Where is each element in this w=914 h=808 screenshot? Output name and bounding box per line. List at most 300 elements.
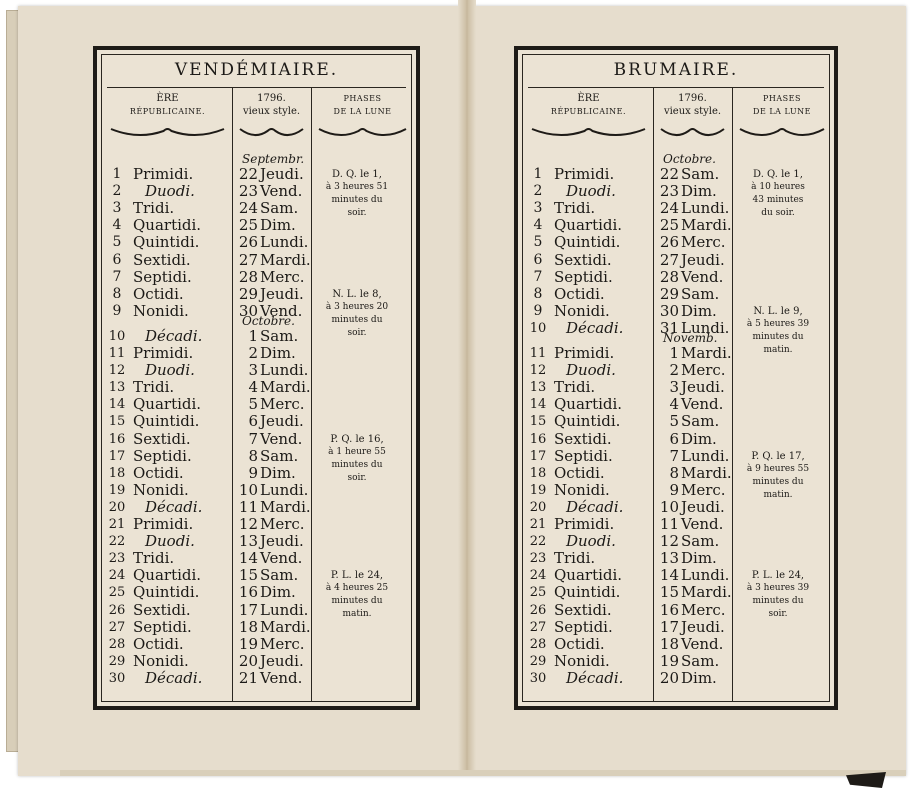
republican-day-name: Duodi. bbox=[566, 532, 616, 551]
day-number: 5 bbox=[533, 234, 543, 251]
republican-day-name: Septidi. bbox=[133, 617, 192, 636]
month-title: BRUMAIRE. bbox=[613, 60, 739, 80]
column-header-phases bbox=[311, 92, 414, 118]
republican-day-name: Nonidi. bbox=[554, 301, 610, 320]
old-style-weekday: Jeudi. bbox=[681, 617, 725, 636]
old-style-date: 7 bbox=[669, 446, 679, 465]
old-style-weekday: Vend. bbox=[260, 549, 303, 568]
old-style-date: 29 bbox=[659, 284, 679, 303]
calendar-row bbox=[97, 396, 311, 413]
old-style-weekday: Mardi. bbox=[681, 344, 732, 362]
old-style-date: 10 bbox=[659, 497, 679, 516]
old-style-date: 9 bbox=[669, 480, 679, 499]
old-style-date: 5 bbox=[669, 412, 679, 431]
old-style-weekday: Dim. bbox=[260, 583, 296, 602]
old-style-month-label: Novemb. bbox=[663, 331, 718, 345]
republican-day-name: Décadi. bbox=[566, 668, 624, 687]
republican-day-name: Nonidi. bbox=[133, 480, 189, 499]
republican-day-name: Duodi. bbox=[145, 532, 195, 551]
column-header-title: 1796. bbox=[257, 93, 286, 104]
old-style-weekday: Sam. bbox=[681, 651, 720, 670]
calendar-row bbox=[518, 533, 732, 550]
calendar-row bbox=[97, 619, 311, 636]
day-number: 1 bbox=[533, 166, 543, 182]
old-style-date: 19 bbox=[238, 634, 258, 653]
old-style-weekday: Lundi. bbox=[260, 233, 309, 252]
old-style-date: 25 bbox=[659, 216, 679, 235]
old-style-weekday: Sam. bbox=[260, 326, 299, 345]
moon-phase-line: soir. bbox=[347, 472, 367, 483]
old-style-weekday: Merc. bbox=[681, 480, 726, 499]
column-rule bbox=[311, 88, 312, 702]
calendar-row bbox=[97, 269, 311, 286]
calendar-row bbox=[97, 252, 311, 269]
republican-day-name: Quintidi. bbox=[554, 233, 621, 252]
day-number: 28 bbox=[108, 636, 126, 652]
day-number: 14 bbox=[529, 397, 547, 413]
page-bottom-edge bbox=[60, 770, 906, 776]
old-style-date: 14 bbox=[659, 566, 679, 585]
day-number: 17 bbox=[108, 448, 126, 464]
republican-day-name: Primidi. bbox=[133, 515, 194, 533]
calendar-row bbox=[518, 413, 732, 430]
calendar-row bbox=[518, 252, 732, 269]
republican-day-name: Octidi. bbox=[133, 463, 184, 482]
day-number: 8 bbox=[112, 285, 122, 302]
republican-day-name: Primidi. bbox=[133, 165, 194, 183]
calendar-row bbox=[518, 465, 732, 482]
day-number: 10 bbox=[529, 320, 547, 336]
old-style-weekday: Merc. bbox=[681, 600, 726, 619]
column-header-year bbox=[653, 92, 732, 118]
calendar-row bbox=[97, 431, 311, 448]
old-style-weekday: Lundi. bbox=[260, 600, 309, 619]
moon-phase-line: minutes du bbox=[752, 331, 804, 342]
old-style-weekday: Merc. bbox=[260, 395, 305, 414]
header-rule bbox=[528, 87, 824, 88]
old-style-weekday: Sam. bbox=[681, 532, 720, 551]
old-style-weekday: Sam. bbox=[681, 284, 720, 303]
old-style-date: 6 bbox=[669, 429, 679, 448]
old-style-date: 1 bbox=[248, 326, 258, 345]
day-number: 14 bbox=[108, 397, 126, 413]
old-style-weekday: Jeudi. bbox=[260, 651, 304, 670]
old-style-date: 2 bbox=[248, 344, 258, 362]
day-number: 2 bbox=[533, 183, 543, 200]
day-number: 12 bbox=[529, 363, 547, 379]
republican-day-name: Tridi. bbox=[133, 378, 175, 397]
old-style-date: 30 bbox=[659, 301, 679, 320]
old-style-weekday: Sam. bbox=[260, 446, 299, 465]
republican-day-name: Tridi. bbox=[554, 199, 596, 218]
republican-day-name: Septidi. bbox=[554, 617, 613, 636]
old-style-date: 3 bbox=[669, 378, 679, 397]
day-number: 7 bbox=[112, 268, 122, 285]
moon-phase-title: P. L. le 24, bbox=[751, 570, 805, 582]
republican-day-name: Duodi. bbox=[145, 361, 195, 380]
old-style-date: 15 bbox=[238, 566, 258, 585]
old-style-weekday: Dim. bbox=[681, 182, 717, 201]
republican-day-name: Quartidi. bbox=[133, 216, 202, 235]
day-number: 24 bbox=[529, 568, 547, 584]
calendar-row bbox=[518, 619, 732, 636]
republican-day-name: Sextidi. bbox=[133, 250, 191, 269]
day-number: 17 bbox=[529, 448, 547, 464]
day-number: 22 bbox=[108, 534, 126, 550]
moon-phase-title: N. L. le 9, bbox=[753, 305, 803, 317]
moon-phase-line: minutes du bbox=[331, 314, 383, 325]
day-number: 13 bbox=[108, 380, 126, 396]
republican-day-name: Sextidi. bbox=[554, 600, 612, 619]
day-number: 1 bbox=[112, 166, 122, 182]
calendar-row bbox=[97, 636, 311, 653]
calendar-row bbox=[518, 499, 732, 516]
calendar-row bbox=[97, 379, 311, 396]
calendar-row bbox=[97, 533, 311, 550]
calendar-row bbox=[518, 602, 732, 619]
moon-phase-line: minutes du bbox=[331, 459, 383, 470]
old-style-date: 12 bbox=[238, 515, 258, 533]
flourish-ornament bbox=[238, 126, 305, 138]
moon-phase-note bbox=[736, 450, 820, 502]
moon-phase-note bbox=[315, 168, 399, 220]
republican-day-name: Quartidi. bbox=[133, 395, 202, 414]
calendar-row bbox=[518, 286, 732, 303]
republican-day-name: Septidi. bbox=[133, 267, 192, 286]
month-title: VENDÉMIAIRE. bbox=[174, 60, 339, 80]
moon-phase-note bbox=[736, 305, 820, 357]
moon-phase-line: soir. bbox=[347, 327, 367, 338]
calendar-row bbox=[518, 345, 732, 362]
column-header-subtitle: DE LA LUNE bbox=[333, 107, 392, 116]
moon-phase-line: à 5 heures 39 bbox=[746, 318, 810, 329]
old-style-date: 20 bbox=[238, 651, 258, 670]
republican-day-name: Tridi. bbox=[133, 199, 175, 218]
calendar-row bbox=[97, 413, 311, 430]
column-header-title: PHASES bbox=[343, 94, 382, 103]
republican-day-name: Duodi. bbox=[145, 182, 195, 201]
republican-day-name: Octidi. bbox=[133, 284, 184, 303]
book-gutter bbox=[458, 0, 476, 776]
old-style-weekday: Dim. bbox=[260, 216, 296, 235]
day-number: 11 bbox=[529, 346, 547, 361]
day-number: 6 bbox=[533, 251, 543, 268]
republican-day-name: Octidi. bbox=[554, 634, 605, 653]
moon-phase-line: 43 minutes bbox=[752, 195, 804, 205]
day-number: 20 bbox=[529, 499, 547, 515]
old-style-date: 26 bbox=[659, 233, 679, 252]
calendar-row bbox=[97, 166, 311, 183]
calendar-row bbox=[97, 499, 311, 516]
republican-day-name: Tridi. bbox=[133, 549, 175, 568]
old-style-date: 16 bbox=[238, 583, 258, 602]
calendar-row bbox=[97, 465, 311, 482]
old-style-date: 15 bbox=[659, 583, 679, 602]
day-number: 6 bbox=[112, 251, 122, 268]
column-header-ere bbox=[103, 92, 232, 118]
old-style-weekday: Lundi. bbox=[260, 480, 309, 499]
republican-day-name: Octidi. bbox=[554, 463, 605, 482]
republican-day-name: Quintidi. bbox=[554, 412, 621, 431]
old-style-date: 22 bbox=[238, 165, 258, 183]
old-style-date: 30 bbox=[238, 301, 258, 320]
old-style-weekday: Lundi. bbox=[681, 199, 730, 218]
calendar-row bbox=[97, 217, 311, 234]
old-style-weekday: Vend. bbox=[260, 429, 303, 448]
old-style-weekday: Dim. bbox=[681, 301, 717, 320]
day-number: 23 bbox=[529, 551, 547, 567]
old-style-weekday: Merc. bbox=[260, 267, 305, 286]
old-style-date: 31 bbox=[659, 318, 679, 337]
old-style-date: 22 bbox=[659, 165, 679, 183]
republican-day-name: Quartidi. bbox=[554, 395, 623, 414]
old-style-date: 26 bbox=[238, 233, 258, 252]
day-number: 24 bbox=[108, 568, 126, 584]
day-number: 9 bbox=[533, 302, 543, 319]
calendar-row bbox=[518, 200, 732, 217]
page-vendemiaire bbox=[93, 46, 420, 710]
calendar-row bbox=[97, 345, 311, 362]
day-number: 7 bbox=[533, 268, 543, 285]
day-number: 8 bbox=[533, 285, 543, 302]
republican-day-name: Décadi. bbox=[145, 668, 203, 687]
moon-phase-title: P. Q. le 16, bbox=[330, 433, 384, 445]
old-style-weekday: Dim. bbox=[260, 344, 296, 362]
moon-phase-line: à 3 heures 20 bbox=[325, 301, 389, 312]
old-style-weekday: Dim. bbox=[681, 668, 717, 687]
republican-day-name: Septidi. bbox=[133, 446, 192, 465]
old-style-weekday: Lundi. bbox=[260, 361, 309, 380]
old-style-weekday: Vend. bbox=[260, 301, 303, 320]
day-number: 20 bbox=[108, 499, 126, 515]
old-style-weekday: Mardi. bbox=[260, 617, 311, 636]
moon-phase-note bbox=[315, 433, 399, 485]
old-style-weekday: Mardi. bbox=[681, 216, 732, 235]
column-header-title: ÈRE bbox=[577, 93, 600, 104]
republican-day-name: Sextidi. bbox=[133, 429, 191, 448]
old-style-date: 27 bbox=[659, 250, 679, 269]
old-style-date: 13 bbox=[659, 549, 679, 568]
column-header-subtitle: DE LA LUNE bbox=[753, 107, 811, 116]
day-number: 26 bbox=[529, 602, 547, 618]
day-number: 23 bbox=[108, 551, 126, 567]
day-number: 26 bbox=[108, 602, 126, 618]
old-style-date: 17 bbox=[659, 617, 679, 636]
calendar-row bbox=[97, 602, 311, 619]
calendar-row bbox=[518, 550, 732, 567]
republican-day-name: Primidi. bbox=[554, 515, 615, 533]
day-number: 30 bbox=[108, 670, 126, 686]
calendar-row bbox=[518, 431, 732, 448]
column-header-ere bbox=[524, 92, 653, 118]
calendar-row bbox=[97, 183, 311, 200]
day-number: 12 bbox=[108, 363, 126, 379]
day-number: 3 bbox=[533, 200, 543, 217]
old-style-weekday: Mardi. bbox=[260, 497, 311, 516]
old-style-weekday: Sam. bbox=[260, 566, 299, 585]
day-number: 19 bbox=[108, 482, 126, 498]
old-style-weekday: Jeudi. bbox=[681, 378, 725, 397]
old-style-weekday: Sam. bbox=[681, 165, 720, 183]
old-style-date: 23 bbox=[659, 182, 679, 201]
page-brumaire bbox=[514, 46, 838, 710]
day-number: 25 bbox=[108, 585, 126, 601]
day-number: 29 bbox=[108, 653, 126, 669]
calendar-row bbox=[97, 550, 311, 567]
calendar-row bbox=[518, 303, 732, 320]
calendar-row bbox=[518, 217, 732, 234]
old-style-weekday: Vend. bbox=[681, 515, 724, 533]
old-style-weekday: Vend. bbox=[260, 182, 303, 201]
moon-phase-line: soir. bbox=[768, 609, 788, 620]
old-style-weekday: Sam. bbox=[681, 412, 720, 431]
old-style-weekday: Jeudi. bbox=[260, 165, 304, 183]
calendar-row bbox=[518, 234, 732, 251]
old-style-weekday: Vend. bbox=[681, 395, 724, 414]
old-style-weekday: Lundi. bbox=[681, 318, 730, 337]
republican-day-name: Quintidi. bbox=[133, 412, 200, 431]
old-style-weekday: Vend. bbox=[681, 634, 724, 653]
republican-day-name: Décadi. bbox=[566, 497, 624, 516]
republican-day-name: Sextidi. bbox=[133, 600, 191, 619]
day-number: 15 bbox=[108, 414, 126, 430]
republican-day-name: Primidi. bbox=[133, 344, 194, 362]
moon-phase-line: matin. bbox=[763, 344, 793, 355]
moon-phase-note bbox=[736, 569, 820, 621]
flourish-ornament bbox=[109, 126, 226, 138]
old-style-weekday: Jeudi. bbox=[260, 284, 304, 303]
calendar-row bbox=[97, 482, 311, 499]
day-number: 16 bbox=[108, 431, 126, 447]
calendar-row bbox=[518, 636, 732, 653]
moon-phase-line: minutes du bbox=[331, 596, 383, 607]
republican-day-name: Décadi. bbox=[145, 497, 203, 516]
moon-phase-note bbox=[315, 569, 399, 621]
republican-day-name: Duodi. bbox=[566, 182, 616, 201]
calendar-row bbox=[518, 516, 732, 533]
calendar-row bbox=[97, 286, 311, 303]
moon-phase-line: soir. bbox=[347, 208, 367, 218]
day-number: 27 bbox=[108, 619, 126, 635]
moon-phase-note bbox=[736, 168, 820, 220]
column-header-phases bbox=[732, 92, 832, 118]
old-style-weekday: Merc. bbox=[260, 634, 305, 653]
old-style-weekday: Lundi. bbox=[681, 446, 730, 465]
calendar-row bbox=[97, 653, 311, 670]
old-style-date: 14 bbox=[238, 549, 258, 568]
calendar-row bbox=[97, 567, 311, 584]
moon-phase-line: à 3 heures 39 bbox=[746, 583, 810, 594]
old-style-weekday: Dim. bbox=[681, 549, 717, 568]
day-number: 16 bbox=[529, 431, 547, 447]
old-style-date: 17 bbox=[238, 600, 258, 619]
republican-day-name: Duodi. bbox=[566, 361, 616, 380]
republican-day-name: Quintidi. bbox=[133, 233, 200, 252]
flourish-ornament bbox=[659, 126, 726, 138]
column-header-title: 1796. bbox=[678, 93, 707, 104]
day-number: 9 bbox=[112, 302, 122, 319]
republican-day-name: Quartidi. bbox=[133, 566, 202, 585]
moon-phase-line: minutes du bbox=[752, 596, 804, 607]
day-number: 29 bbox=[529, 653, 547, 669]
moon-phase-line: à 10 heures bbox=[751, 182, 805, 192]
republican-day-name: Octidi. bbox=[133, 634, 184, 653]
calendar-row bbox=[518, 584, 732, 601]
old-style-date: 20 bbox=[659, 668, 679, 687]
old-style-date: 28 bbox=[238, 267, 258, 286]
day-number: 27 bbox=[529, 619, 547, 635]
republican-day-name: Septidi. bbox=[554, 267, 613, 286]
old-style-date: 28 bbox=[659, 267, 679, 286]
column-header-title: PHASES bbox=[763, 94, 801, 103]
republican-day-name: Sextidi. bbox=[554, 429, 612, 448]
republican-day-name: Nonidi. bbox=[133, 301, 189, 320]
calendar-row bbox=[97, 200, 311, 217]
day-number: 28 bbox=[529, 636, 547, 652]
old-style-date: 5 bbox=[248, 395, 258, 414]
moon-phase-title: D. Q. le 1, bbox=[332, 169, 382, 180]
old-style-date: 3 bbox=[248, 361, 258, 380]
old-style-weekday: Merc. bbox=[681, 361, 726, 380]
flourish-ornament bbox=[738, 126, 826, 138]
column-header-subtitle: RÉPUBLICAINE. bbox=[550, 107, 627, 116]
old-style-date: 8 bbox=[669, 463, 679, 482]
old-style-date: 4 bbox=[669, 395, 679, 414]
old-style-weekday: Dim. bbox=[681, 429, 717, 448]
moon-phase-line: du soir. bbox=[761, 208, 795, 218]
old-style-date: 13 bbox=[238, 532, 258, 551]
column-header-title: ÈRE bbox=[156, 93, 179, 104]
calendar-row bbox=[518, 362, 732, 379]
day-number: 2 bbox=[112, 183, 122, 200]
calendar-row bbox=[518, 379, 732, 396]
day-number: 30 bbox=[529, 670, 547, 686]
header-rule bbox=[107, 87, 406, 88]
old-style-date: 25 bbox=[238, 216, 258, 235]
moon-phase-title: P. Q. le 17, bbox=[751, 450, 805, 462]
old-style-weekday: Mardi. bbox=[260, 250, 311, 269]
old-style-weekday: Sam. bbox=[260, 199, 299, 218]
old-style-date: 7 bbox=[248, 429, 258, 448]
day-number: 18 bbox=[529, 465, 547, 481]
flourish-ornament bbox=[317, 126, 408, 138]
calendar-row bbox=[518, 482, 732, 499]
calendar-row bbox=[97, 584, 311, 601]
column-rule bbox=[732, 88, 733, 702]
moon-phase-line: matin. bbox=[763, 489, 793, 500]
old-style-date: 18 bbox=[659, 634, 679, 653]
old-style-date: 2 bbox=[669, 361, 679, 380]
moon-phase-title: N. L. le 8, bbox=[332, 288, 382, 300]
republican-day-name: Primidi. bbox=[554, 344, 615, 362]
calendar-row bbox=[97, 448, 311, 465]
flourish-ornament bbox=[530, 126, 647, 138]
day-number: 22 bbox=[529, 534, 547, 550]
old-style-weekday: Vend. bbox=[260, 668, 303, 687]
day-number: 19 bbox=[529, 482, 547, 498]
republican-day-name: Tridi. bbox=[554, 378, 596, 397]
moon-phase-title: P. L. le 24, bbox=[330, 570, 384, 582]
old-style-month-label: Octobre. bbox=[663, 152, 716, 166]
republican-day-name: Quartidi. bbox=[554, 566, 623, 585]
old-style-date: 23 bbox=[238, 182, 258, 201]
calendar-row bbox=[518, 567, 732, 584]
old-style-month-label: Septembr. bbox=[242, 152, 305, 166]
old-style-date: 19 bbox=[659, 651, 679, 670]
old-style-date: 8 bbox=[248, 446, 258, 465]
old-style-date: 4 bbox=[248, 378, 258, 397]
republican-day-name: Primidi. bbox=[554, 165, 615, 183]
